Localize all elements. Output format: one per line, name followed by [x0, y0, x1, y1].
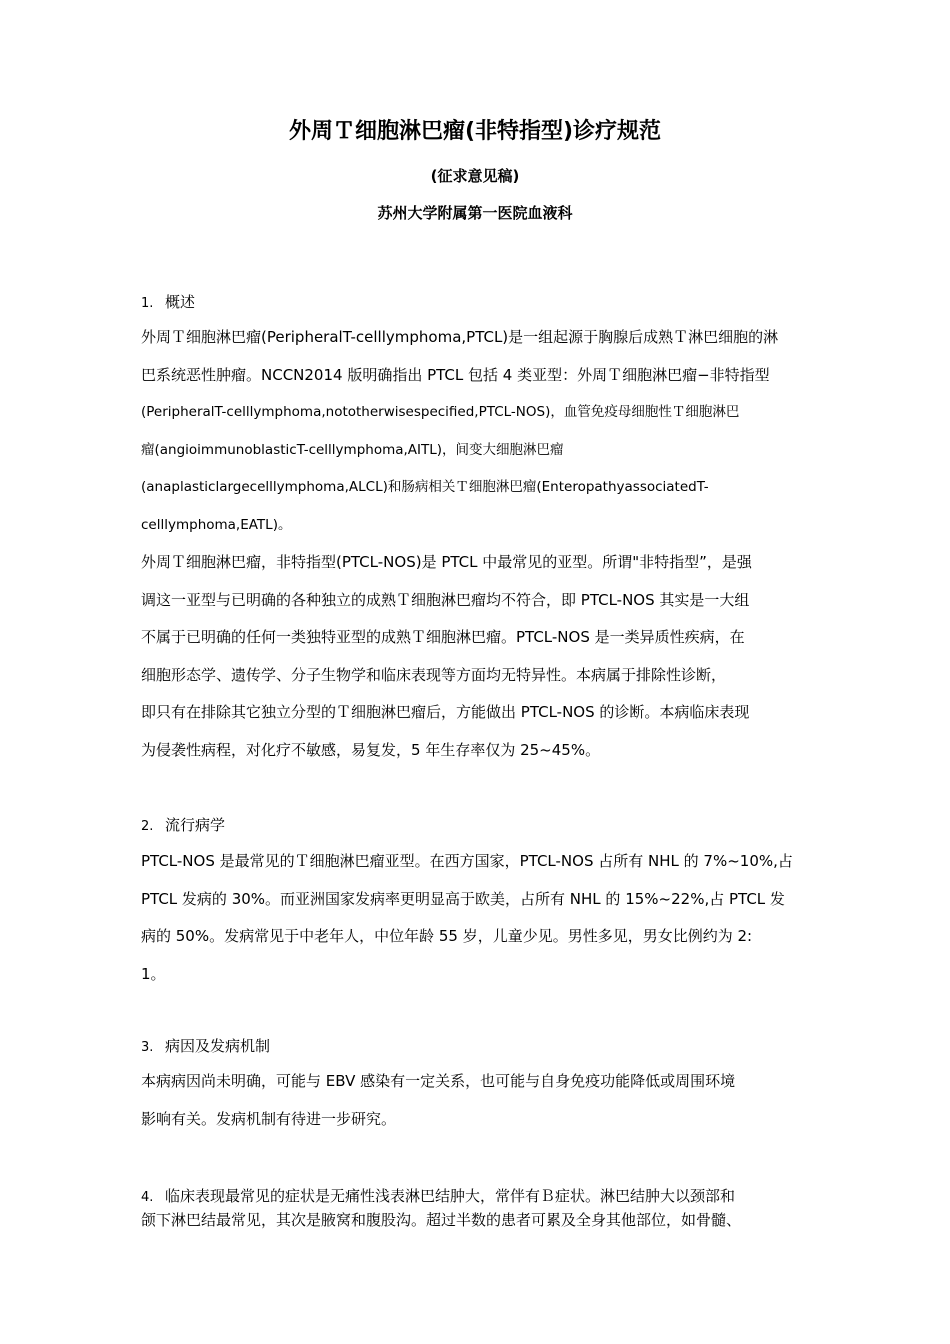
- text-line: celllymphoma,EATL)。: [141, 516, 292, 533]
- text-line: 外周Ｔ细胞淋巴瘤(PeripheralT-celllymphoma,PTCL)是一组起源于胸腺后成熟Ｔ淋巴细胞的淋: [141, 328, 779, 346]
- text-line: 巴系统恶性肿瘤。NCCN2014 版明确指出 PTCL 包括 4 类亚型：外周Ｔ细胞淋巴瘤−非特指型: [141, 365, 770, 384]
- section-1-paragraph-2: [141, 544, 811, 770]
- text-line: 1。: [141, 964, 166, 983]
- section-2-heading: [141, 813, 225, 839]
- text-line: 外周Ｔ细胞淋巴瘤，非特指型(PTCL-NOS)是 PTCL 中最常见的亚型。所谓"非特指型”，是强: [141, 553, 752, 571]
- text-line: [141, 1184, 821, 1208]
- text-line: 即只有在排除其它独立分型的Ｔ细胞淋巴瘤后，方能做出 PTCL-NOS 的诊断。本病临床表现: [141, 703, 750, 722]
- text-line: 瘤(angioimmunoblasticT-celllymphoma,AITL)，间变大细胞淋巴瘤: [141, 441, 564, 458]
- section-title: 概述: [165, 293, 196, 311]
- section-3-heading: [141, 1034, 270, 1060]
- document-subtitle: (征求意见稿): [430, 167, 520, 185]
- text-line: 影响有关。发病机制有待进一步研究。: [141, 1109, 397, 1128]
- section-2-paragraph-1: [141, 843, 811, 993]
- section-number: 3.: [141, 1040, 154, 1055]
- text-line: 颌下淋巴结最常见，其次是腋窝和腹股沟。超过半数的患者可累及全身其他部位，如骨髓、: [141, 1211, 742, 1229]
- text-line: 不属于已明确的任何一类独特亚型的成熟Ｔ细胞淋巴瘤。PTCL-NOS 是一类异质性疾病，在: [141, 628, 745, 647]
- document-title: 外周Ｔ细胞淋巴瘤(非特指型)诊疗规范: [288, 119, 662, 144]
- section-3-paragraph-1: [141, 1063, 811, 1138]
- text-line: 为侵袭性病程，对化疗不敏感，易复发，5 年生存率仅为 25~45%。: [141, 740, 601, 759]
- section-title: 病因及发病机制: [165, 1037, 271, 1055]
- section-number: 2.: [141, 819, 154, 834]
- text-line: (anaplasticlargecelllymphoma,ALCL)和肠病相关Ｔ细胞淋巴瘤(EnteropathyassociatedT-: [141, 479, 709, 496]
- section-1-paragraph-1: [141, 319, 811, 545]
- section-title: 流行病学: [165, 816, 226, 834]
- section-text: 临床表现最常见的症状是无痛性浅表淋巴结肿大，常伴有Ｂ症状。淋巴结肿大以颈部和: [165, 1187, 736, 1205]
- section-1-heading: [141, 290, 195, 316]
- text-line: (PeripheralT-celllymphoma,nototherwisespecified,PTCL-NOS)，血管免疫母细胞性Ｔ细胞淋巴: [141, 404, 740, 421]
- section-number: 1.: [141, 296, 154, 311]
- text-line: 调这一亚型与已明确的各种独立的成熟Ｔ细胞淋巴瘤均不符合，即 PTCL-NOS 其实是一大组: [141, 590, 750, 609]
- text-line: PTCL-NOS 是最常见的Ｔ细胞淋巴瘤亚型。在西方国家，PTCL-NOS 占所有 NHL 的 7%~10%,占: [141, 852, 793, 870]
- text-line: PTCL 发病的 30%。而亚洲国家发病率更明显高于欧美，占所有 NHL 的 15%~22%,占 PTCL 发: [141, 889, 785, 908]
- section-number: 4.: [141, 1190, 154, 1205]
- section-4-paragraph: [141, 1184, 821, 1232]
- text-line: 本病病因尚未明确，可能与 EBV 感染有一定关系，也可能与自身免疫功能降低或周围环境: [141, 1072, 736, 1090]
- text-line: 病的 50%。发病常见于中老年人，中位年龄 55 岁，儿童少见。男性多见，男女比例约为 2:: [141, 927, 753, 946]
- document-organization: 苏州大学附属第一医院血液科: [377, 204, 573, 222]
- text-line: 细胞形态学、遗传学、分子生物学和临床表现等方面均无特异性。本病属于排除性诊断，: [141, 665, 727, 684]
